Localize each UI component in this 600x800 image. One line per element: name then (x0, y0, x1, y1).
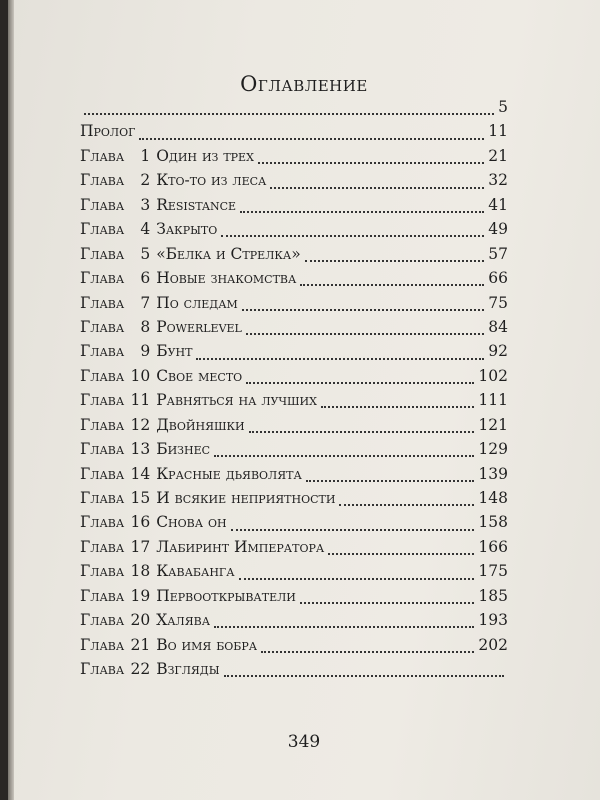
toc-entry (80, 269, 508, 293)
toc-entry-prefix: Глава (80, 464, 125, 483)
toc-entry-prefix: Глава (80, 586, 125, 605)
toc-entry (80, 513, 508, 537)
toc-entry-page: 139 (478, 464, 508, 483)
toc-leader-dots (214, 455, 474, 457)
toc-leader-dots (328, 553, 474, 555)
toc-entry-number: 16 (130, 513, 151, 532)
toc-entry-page: 49 (488, 220, 508, 239)
toc-entry-prefix: Глава (80, 366, 125, 385)
page-gutter (8, 0, 14, 800)
toc-entry (80, 440, 508, 464)
toc-entry-prefix: Глава (80, 195, 125, 214)
toc-entry-title: Равняться на лучших (156, 391, 317, 410)
toc-entry-number: 11 (130, 391, 151, 410)
toc-entry (80, 636, 508, 660)
toc-entry-title: Двойняшки (156, 415, 245, 434)
toc-entry-page: 148 (478, 489, 508, 507)
toc-entry-title: Кто-то из леса (156, 171, 267, 190)
toc-leader-dots (242, 309, 484, 311)
toc-leader-dots (249, 431, 475, 433)
toc-entry-page: 21 (488, 146, 508, 165)
toc-entry-title: Бунт (156, 342, 193, 361)
toc-entry-number: 20 (130, 611, 151, 630)
toc-entry-page: 185 (478, 586, 508, 605)
toc-entry-page: 166 (478, 537, 508, 556)
toc-entry-title: И всякие неприятности (156, 489, 336, 507)
toc-entry-number: 15 (130, 489, 151, 507)
toc-entry-page: 11 (488, 122, 508, 141)
toc-entry-page: 121 (478, 415, 508, 434)
toc-entry-title: Лабиринт Императора (156, 537, 325, 556)
toc-entry-page: 75 (488, 293, 508, 312)
toc-entry-prefix: Глава (80, 342, 125, 361)
toc-entry-number: 10 (130, 366, 151, 385)
toc-leader-dots (221, 235, 484, 237)
toc-entry-number: 8 (140, 317, 151, 336)
toc-entry-title: Powerlevel (156, 317, 242, 336)
toc-entry (80, 562, 508, 586)
toc-entry (80, 660, 508, 684)
toc-leader-dots (139, 138, 484, 140)
toc-leader-dots (321, 406, 474, 408)
toc-entry-number: 1 (140, 146, 151, 165)
toc-entry-title: Халява (156, 611, 211, 630)
toc-entry-page: 92 (488, 342, 508, 361)
toc-entry (80, 294, 508, 318)
toc-entry (80, 342, 508, 366)
toc-entry-number: 22 (130, 660, 151, 679)
toc-entry-title: Свое место (156, 366, 243, 385)
toc-entry-number: 14 (130, 464, 151, 483)
toc-entry-prefix: Глава (80, 415, 125, 434)
toc-entry-prefix: Глава (80, 537, 125, 556)
toc-entry-title: Один из трех (156, 146, 254, 165)
toc-entry-prefix: Глава (80, 171, 125, 190)
toc-entry (80, 587, 508, 611)
toc-entry (80, 391, 508, 415)
toc-leader-dots (261, 651, 474, 653)
toc-entry-page: 84 (488, 317, 508, 336)
page-number: 349 (287, 732, 321, 752)
toc-leader-dots (240, 211, 484, 213)
toc-entry-prefix: Глава (80, 317, 125, 336)
toc-entry (80, 367, 508, 391)
toc-leader-dots (300, 602, 475, 604)
toc-leader-dots (231, 529, 475, 531)
toc-entry-number: 13 (130, 440, 151, 459)
toc-entry-prefix: Глава (80, 611, 125, 630)
toc-entry-title: Кавабанга (156, 562, 235, 581)
toc-entry-page: 32 (488, 171, 508, 190)
toc-entry-page: 102 (478, 366, 508, 385)
toc-leader-dots (270, 187, 484, 189)
toc-leader-dots (300, 284, 484, 286)
toc-entry-number: 4 (140, 220, 151, 239)
toc-entry-title: Первооткрыватели (156, 586, 296, 605)
toc-entry-prefix: Глава (80, 269, 125, 288)
toc-entry (80, 245, 508, 269)
toc-entry-page: 41 (488, 195, 508, 214)
toc-entry-prefix: Глава (80, 220, 125, 239)
toc-entry-prefix: Глава (80, 660, 125, 679)
toc-entry-number: 2 (140, 171, 151, 190)
toc-entry-title: Красные дьяволята (156, 464, 302, 483)
toc-entry (80, 489, 508, 513)
toc-entry-page: 193 (478, 611, 508, 630)
toc-entry-page: 66 (488, 269, 508, 288)
toc-entry-title: Снова он (156, 513, 227, 532)
toc-entry (80, 611, 508, 635)
toc-entry (80, 416, 508, 440)
toc-entry (80, 147, 508, 171)
toc-entry-prefix: Глава (80, 489, 125, 507)
toc-leader-dots (246, 333, 484, 335)
toc-entry-prefix: Глава (80, 562, 125, 581)
toc-entry (80, 220, 508, 244)
toc-entry-number: 21 (130, 635, 151, 654)
toc-entry-number: 12 (130, 415, 151, 434)
toc-entry-title: Взгляды (156, 660, 220, 679)
toc-entry-prefix: Глава (80, 391, 125, 410)
toc-entry-title: Во имя бобра (156, 635, 258, 654)
toc-leader-dots (224, 675, 504, 677)
book-page (8, 0, 600, 800)
toc-leader-dots (239, 578, 475, 580)
toc-entry-title: Закрыто (156, 220, 218, 239)
toc-entry-title: Новые знакомства (156, 269, 297, 288)
toc-entry-prefix: Глава (80, 440, 125, 459)
toc-list (80, 98, 508, 685)
toc-leader-dots (305, 260, 485, 262)
toc-entry (80, 196, 508, 220)
toc-leader-dots (306, 480, 475, 482)
toc-entry-number: 19 (130, 586, 151, 605)
toc-title: Оглавление (240, 72, 368, 96)
toc-entry-number: 5 (140, 244, 151, 263)
toc-entry-prefix: Глава (80, 146, 125, 165)
toc-entry-number: 9 (140, 342, 151, 361)
toc-entry-title: Бизнес (156, 440, 211, 459)
toc-leader-dots (84, 113, 494, 115)
toc-leader-dots (258, 162, 484, 164)
toc-entry-number: 18 (130, 562, 151, 581)
toc-leader-dots (246, 382, 474, 384)
toc-entry-page: 111 (478, 391, 508, 410)
toc-entry-title: «Белка и Стрелка» (156, 244, 301, 263)
toc-entry-prefix: Глава (80, 244, 125, 263)
toc-entry-number: 6 (140, 269, 151, 288)
toc-entry (80, 122, 508, 146)
toc-leader-dots (214, 626, 474, 628)
toc-entry-number: 7 (140, 293, 151, 312)
toc-entry-prefix: Пролог (80, 122, 136, 141)
toc-entry-page: 158 (478, 513, 508, 532)
toc-entry-number: 3 (140, 195, 151, 214)
toc-entry (80, 98, 508, 122)
toc-entry (80, 171, 508, 195)
toc-entry-number: 17 (130, 537, 151, 556)
toc-entry-title: Resistance (156, 195, 237, 214)
toc-entry-prefix: Глава (80, 293, 125, 312)
toc-entry-prefix: Глава (80, 513, 125, 532)
toc-entry-title: По следам (156, 293, 238, 312)
toc-entry-page: 57 (488, 244, 508, 263)
toc-entry-page: 129 (478, 440, 508, 459)
toc-leader-dots (339, 504, 474, 506)
toc-entry-prefix: Глава (80, 635, 125, 654)
toc-entry (80, 318, 508, 342)
toc-entry (80, 538, 508, 562)
toc-entry-page: 175 (478, 562, 508, 581)
toc-leader-dots (196, 358, 484, 360)
toc-entry (80, 465, 508, 489)
toc-entry-page: 202 (478, 635, 508, 654)
toc-entry-page: 5 (498, 98, 508, 116)
